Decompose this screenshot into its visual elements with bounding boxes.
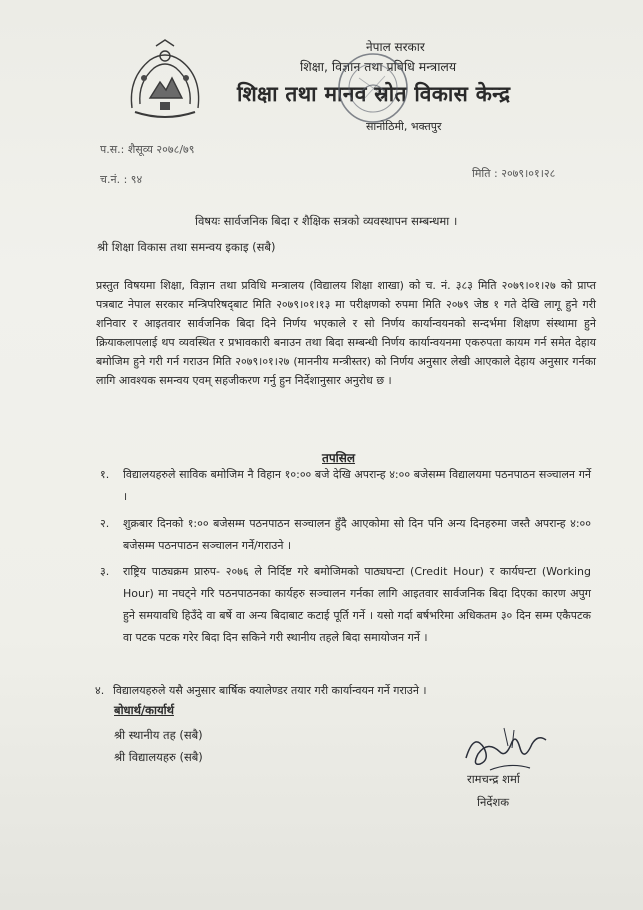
signatory-name: रामचन्द्र शर्मा	[467, 772, 520, 786]
item-text: विद्यालयहरुले साविक बमोजिम नै विहान १०:०० बजे देखि अपरान्ह ४:०० बजेसम्म विद्यालयमा पठनपाठन सञ्चालन गर्ने ।	[123, 468, 591, 503]
govt-title: नेपाल सरकार	[366, 40, 425, 54]
office-address: सानोठिमी, भक्तपुर	[366, 120, 442, 133]
item-text: शुक्रबार दिनको १:०० बजेसम्म पठनपाठन सञ्चालन हुँदै आएकोमा सो दिन पनि अन्य दिनहरुमा जस्तै अपरान्ह ४:०० बजेसम्म पठनपाठन सञ्चालन गर्ने/गराउने ।	[123, 517, 591, 552]
addressee: श्री शिक्षा विकास तथा समन्वय इकाइ (सबै)	[97, 240, 276, 254]
item-text: विद्यालयहरुले यसै अनुसार बार्षिक क्यालेण्डर तयार गरी कार्यान्वयन गर्ने गराउने ।	[113, 684, 427, 697]
letter-date: मिति : २०७९।०१।२८	[472, 167, 556, 180]
signature-icon	[460, 718, 550, 778]
item-number: २.	[100, 517, 110, 530]
item-number: १.	[100, 468, 110, 481]
cc-line: श्री स्थानीय तह (सबै)	[114, 728, 203, 742]
letter-body: प्रस्तुत विषयमा शिक्षा, विज्ञान तथा प्रविधि मन्त्रालय (विद्यालय शिक्षा शाखा) को च. नं. ३८३ मिति २०७९।०१।२७ को प्राप्त पत्रबाट नेपाल सरकार मन्त्रिपरिषद्‌बाट मिति २०७९।०१।१३ मा परीक्षणको रुपमा मिति २०७९ जेष्ठ १ गते देखि लागू हुने गरी शनिवार र आइतवार सार्वजनिक बिदा दिने निर्णय भएकाले र सो निर्णय कार्यान्वयनको सन्दर्भमा शिक्षण संस्थामा हुने क्रियाकलापलाई थप व्यवस्थित र प्रभावकारी बनाउन तथा बिदा सम्बन्धी निर्णय कार्यान्वयनमा एकरुपता कायम गर्न समेत देहाय बमोजिम हुने गरी गर्न गराउन मिति २०७९।०१।२७ (माननीय मन्त्रीस्तर) को निर्णय अनुसार लेखी आएकाले देहाय अनुसार गर्नका लागि आवश्यक समन्वय एवम् सहजीकरण गर्नु हुन निर्देशानुसार अनुरोध छ ।	[96, 279, 596, 387]
office-seal-icon	[333, 48, 413, 128]
cc-heading: बोधार्थ/कार्यार्थ	[114, 703, 174, 717]
center-title: शिक्षा तथा मानव स्रोत विकास केन्द्र	[237, 82, 511, 106]
item-number: ३.	[100, 565, 110, 578]
signatory-title: निर्देशक	[477, 795, 510, 809]
item-number: ४.	[95, 684, 105, 697]
item-text: राष्ट्रिय पाठ्यक्रम प्रारुप- २०७६ ले निर्दिष्ट गरे बमोजिमको पाठ्यघन्टा (Credit Hour) र कार्यघन्टा (Working Hour) मा नघट्ने गरि पठनपाठनका कार्यहरु सञ्चालन गर्नका लागि आइतवार सार्वजनिक बिदा दिएका कारण अपुग हुने समयावधि हिउँदे वा बर्षे वा अन्य बिदाबाट कटाई पूर्ति गर्ने । यसो गर्दा बर्षभरिमा अधिकतम ३० दिन सम्म एकैपटक वा पटक पटक गरेर बिदा दिन सकिने गरी स्थानीय तहले बिदा समायोजन गर्ने ।	[123, 565, 591, 644]
list-item	[95, 561, 595, 681]
cc-line: श्री विद्यालयहरु (सबै)	[114, 750, 203, 764]
nepal-emblem-icon	[120, 38, 210, 124]
tapasil-heading: तपसिल	[322, 451, 356, 465]
dispatch-number: च.नं. : ९४	[100, 173, 143, 186]
list-item	[95, 464, 595, 514]
reference-number: प.स.: शैसूव्य २०७८/७९	[100, 143, 195, 156]
ministry-title: शिक्षा, विज्ञान तथा प्रविधि मन्त्रालय	[300, 59, 457, 74]
list-item	[95, 513, 595, 563]
letter-subject: विषयः सार्वजनिक बिदा र शैक्षिक सत्रको व्यवस्थापन सम्बन्धमा ।	[195, 214, 458, 228]
